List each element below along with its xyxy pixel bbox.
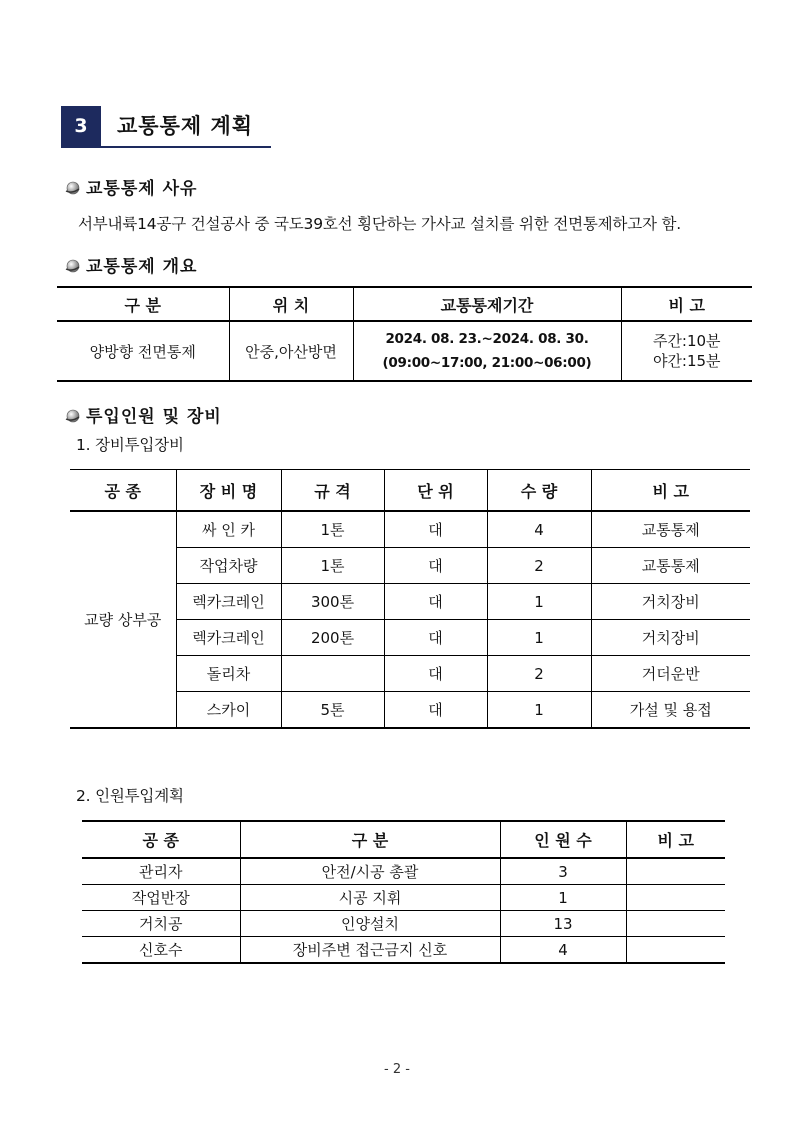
bullet-icon bbox=[64, 257, 80, 273]
equipment-note: 교통통제 bbox=[591, 511, 750, 548]
control-location: 안중,아산방면 bbox=[229, 321, 353, 381]
equipment-unit: 대 bbox=[384, 511, 487, 548]
page-number: - 2 - bbox=[384, 1062, 410, 1077]
equipment-unit: 대 bbox=[384, 656, 487, 692]
work-type-group: 교량 상부공 bbox=[70, 511, 176, 728]
col-header: 인 원 수 bbox=[500, 821, 626, 858]
period-dates: 2024. 08. 23.~2024. 08. 30. bbox=[385, 331, 589, 347]
col-header: 수 량 bbox=[487, 470, 591, 512]
equipment-unit: 대 bbox=[384, 692, 487, 729]
personnel-table bbox=[82, 820, 725, 964]
overview-heading bbox=[64, 252, 197, 277]
worker-note bbox=[626, 858, 725, 885]
worker-role: 장비주변 접근금지 신호 bbox=[240, 937, 500, 964]
worker-type: 거치공 bbox=[82, 911, 240, 937]
equipment-unit: 대 bbox=[384, 584, 487, 620]
worker-type: 작업반장 bbox=[82, 885, 240, 911]
control-period bbox=[353, 321, 621, 381]
equipment-qty: 2 bbox=[487, 656, 591, 692]
equipment-name: 렉카크레인 bbox=[176, 620, 281, 656]
worker-role: 안전/시공 총괄 bbox=[240, 858, 500, 885]
table-row bbox=[70, 511, 750, 548]
note-night: 야간:15분 bbox=[652, 352, 721, 370]
col-header: 구 분 bbox=[57, 287, 229, 321]
table-row bbox=[82, 858, 725, 885]
resources-heading bbox=[64, 402, 222, 427]
col-header: 공 종 bbox=[82, 821, 240, 858]
col-header: 구 분 bbox=[240, 821, 500, 858]
col-header: 단 위 bbox=[384, 470, 487, 512]
col-header: 규 격 bbox=[281, 470, 384, 512]
reason-text: 서부내륙14공구 건설공사 중 국도39호선 횡단하는 가사교 설치를 위한 전면통제하고자 함. bbox=[78, 215, 681, 233]
table-row bbox=[57, 321, 752, 381]
equipment-spec bbox=[281, 656, 384, 692]
resources-heading-text: 투입인원 및 장비 bbox=[86, 407, 222, 427]
equipment-qty: 1 bbox=[487, 584, 591, 620]
worker-role: 시공 지휘 bbox=[240, 885, 500, 911]
equipment-note: 거치장비 bbox=[591, 584, 750, 620]
col-header: 장 비 명 bbox=[176, 470, 281, 512]
equipment-qty: 4 bbox=[487, 511, 591, 548]
table-row bbox=[82, 885, 725, 911]
equipment-note: 거치장비 bbox=[591, 620, 750, 656]
equipment-note: 교통통제 bbox=[591, 548, 750, 584]
worker-count: 4 bbox=[500, 937, 626, 964]
col-header: 비 고 bbox=[626, 821, 725, 858]
equipment-spec: 1톤 bbox=[281, 511, 384, 548]
col-header: 교통통제기간 bbox=[353, 287, 621, 321]
equipment-spec: 5톤 bbox=[281, 692, 384, 729]
equipment-name: 작업차량 bbox=[176, 548, 281, 584]
worker-type: 신호수 bbox=[82, 937, 240, 964]
worker-note bbox=[626, 911, 725, 937]
equipment-name: 렉카크레인 bbox=[176, 584, 281, 620]
overview-table bbox=[57, 286, 752, 382]
equipment-name: 돌리차 bbox=[176, 656, 281, 692]
control-note bbox=[621, 321, 752, 381]
table-header-row bbox=[57, 287, 752, 321]
equipment-qty: 1 bbox=[487, 620, 591, 656]
reason-heading bbox=[64, 174, 197, 199]
bullet-icon bbox=[64, 407, 80, 423]
table-row bbox=[82, 937, 725, 964]
period-hours: (09:00~17:00, 21:00~06:00) bbox=[382, 355, 592, 371]
equipment-table bbox=[70, 469, 750, 729]
col-header: 비 고 bbox=[591, 470, 750, 512]
worker-count: 13 bbox=[500, 911, 626, 937]
worker-count: 1 bbox=[500, 885, 626, 911]
equipment-spec: 300톤 bbox=[281, 584, 384, 620]
reason-heading-text: 교통통제 사유 bbox=[86, 179, 198, 199]
note-day: 주간:10분 bbox=[652, 332, 721, 350]
bullet-icon bbox=[64, 179, 80, 195]
personnel-subheading: 2. 인원투입계획 bbox=[76, 787, 184, 805]
worker-note bbox=[626, 937, 725, 964]
equipment-spec: 200톤 bbox=[281, 620, 384, 656]
worker-note bbox=[626, 885, 725, 911]
table-row bbox=[82, 911, 725, 937]
overview-heading-text: 교통통제 개요 bbox=[86, 257, 198, 277]
equipment-note: 가설 및 용접 bbox=[591, 692, 750, 729]
equipment-name: 스카이 bbox=[176, 692, 281, 729]
equipment-spec: 1톤 bbox=[281, 548, 384, 584]
col-header: 비 고 bbox=[621, 287, 752, 321]
equipment-qty: 1 bbox=[487, 692, 591, 729]
equipment-unit: 대 bbox=[384, 548, 487, 584]
col-header: 위 치 bbox=[229, 287, 353, 321]
equipment-unit: 대 bbox=[384, 620, 487, 656]
equipment-qty: 2 bbox=[487, 548, 591, 584]
section-title: 교통통제 계획 bbox=[117, 114, 254, 138]
table-header-row bbox=[82, 821, 725, 858]
worker-count: 3 bbox=[500, 858, 626, 885]
worker-role: 인양설치 bbox=[240, 911, 500, 937]
table-header-row bbox=[70, 470, 750, 512]
equipment-note: 거더운반 bbox=[591, 656, 750, 692]
worker-type: 관리자 bbox=[82, 858, 240, 885]
section-underline bbox=[61, 146, 271, 148]
section-number: 3 bbox=[61, 106, 101, 146]
col-header: 공 종 bbox=[70, 470, 176, 512]
equipment-subheading: 1. 장비투입장비 bbox=[76, 436, 184, 454]
equipment-name: 싸 인 카 bbox=[176, 511, 281, 548]
control-type: 양방향 전면통제 bbox=[57, 321, 229, 381]
